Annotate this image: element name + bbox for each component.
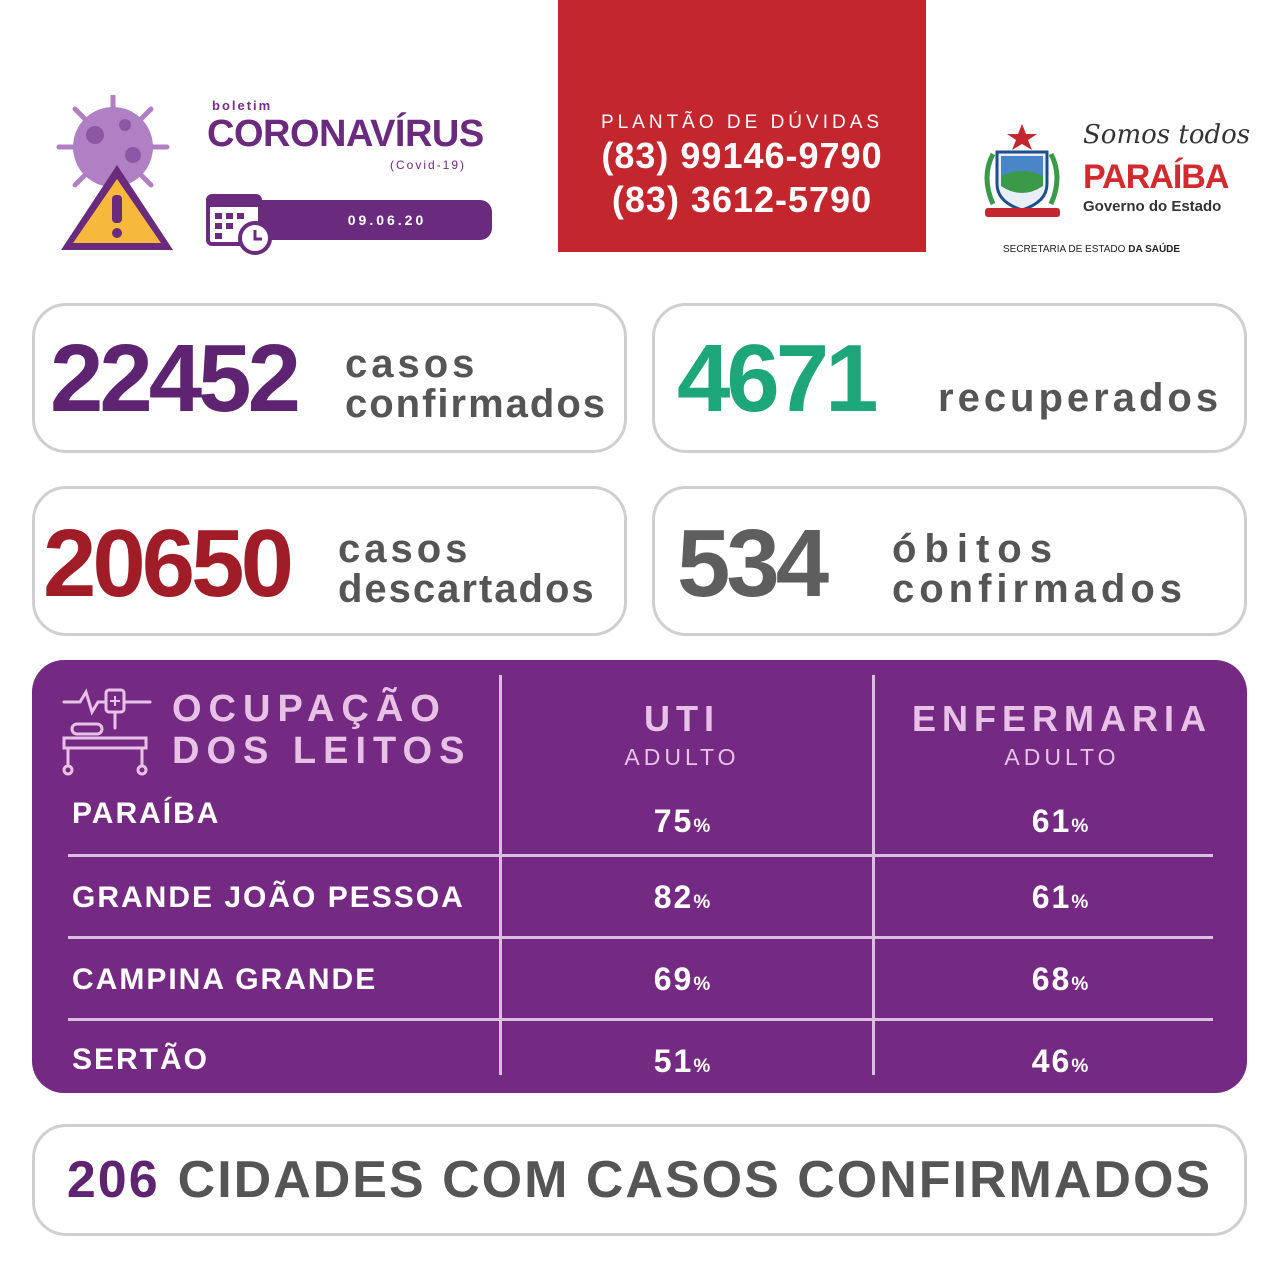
enfermaria-value: 68%	[1031, 961, 1091, 997]
hotline-banner	[558, 0, 926, 252]
bulletin-date: 09.06.20	[262, 200, 492, 240]
bulletin-title: CORONAVÍRUS	[207, 113, 484, 155]
enfermaria-value: 61%	[1031, 803, 1091, 839]
deaths-value: 534	[677, 510, 826, 617]
bulletin-subtitle: (Covid-19)	[390, 158, 467, 172]
discarded-cases-card	[32, 486, 627, 636]
discarded-cases-value: 20650	[43, 510, 290, 617]
boletim-label: boletim	[212, 98, 273, 113]
hotline-phone-2: (83) 3612-5790	[611, 179, 873, 220]
table-row	[68, 1021, 1213, 1103]
slogan-governo: Governo do Estado	[1083, 198, 1222, 215]
recovered-card	[652, 303, 1247, 453]
deaths-label: óbitos confirmados	[892, 527, 1188, 611]
cities-with-cases-banner	[32, 1124, 1247, 1236]
bed-occupancy-title: OCUPAÇÃO DOS LEITOS	[172, 688, 472, 772]
enfermaria-column-header: ENFERMARIA ADULTO	[912, 698, 1212, 770]
region-label: SERTÃO	[72, 1043, 210, 1076]
cities-count: 206	[66, 1151, 160, 1209]
hospital-bed-icon	[62, 688, 152, 776]
region-label: PARAÍBA	[72, 797, 221, 830]
slogan-somos-todos: Somos todos	[1083, 120, 1251, 150]
uti-value: 69%	[653, 961, 713, 997]
secretaria-label: SECRETARIA DE ESTADO DA SAÚDE	[1003, 244, 1181, 255]
hotline-title: PLANTÃO DE DÚVIDAS	[600, 112, 884, 133]
slogan-paraiba: PARAÍBA	[1083, 158, 1229, 196]
state-coat-of-arms-icon	[975, 122, 1070, 222]
uti-value: 82%	[653, 879, 713, 915]
hotline-phone-1: (83) 99146-9790	[601, 135, 883, 176]
enfermaria-value: 61%	[1031, 879, 1091, 915]
government-logo	[975, 120, 1251, 260]
uti-value: 51%	[653, 1043, 713, 1079]
enfermaria-value: 46%	[1031, 1043, 1091, 1079]
discarded-cases-label: casos descartados	[338, 527, 596, 611]
bed-occupancy-panel	[32, 660, 1247, 1093]
region-label: CAMPINA GRANDE	[72, 963, 378, 996]
deaths-card	[652, 486, 1247, 636]
confirmed-cases-label: casos confirmados	[345, 342, 608, 426]
table-row	[68, 857, 1213, 939]
region-label: GRANDE JOÃO PESSOA	[72, 881, 465, 914]
recovered-value: 4671	[677, 325, 875, 432]
cities-label: CIDADES COM CASOS CONFIRMADOS	[177, 1151, 1213, 1209]
table-row	[68, 939, 1213, 1021]
table-row	[68, 775, 1213, 857]
confirmed-cases-value: 22452	[50, 325, 297, 432]
confirmed-cases-card	[32, 303, 627, 453]
uti-column-header: UTI ADULTO	[624, 698, 740, 770]
coronavirus-warning-icon	[55, 95, 180, 255]
calendar-clock-icon	[205, 188, 273, 256]
recovered-label: recuperados	[938, 376, 1223, 420]
uti-value: 75%	[653, 803, 713, 839]
